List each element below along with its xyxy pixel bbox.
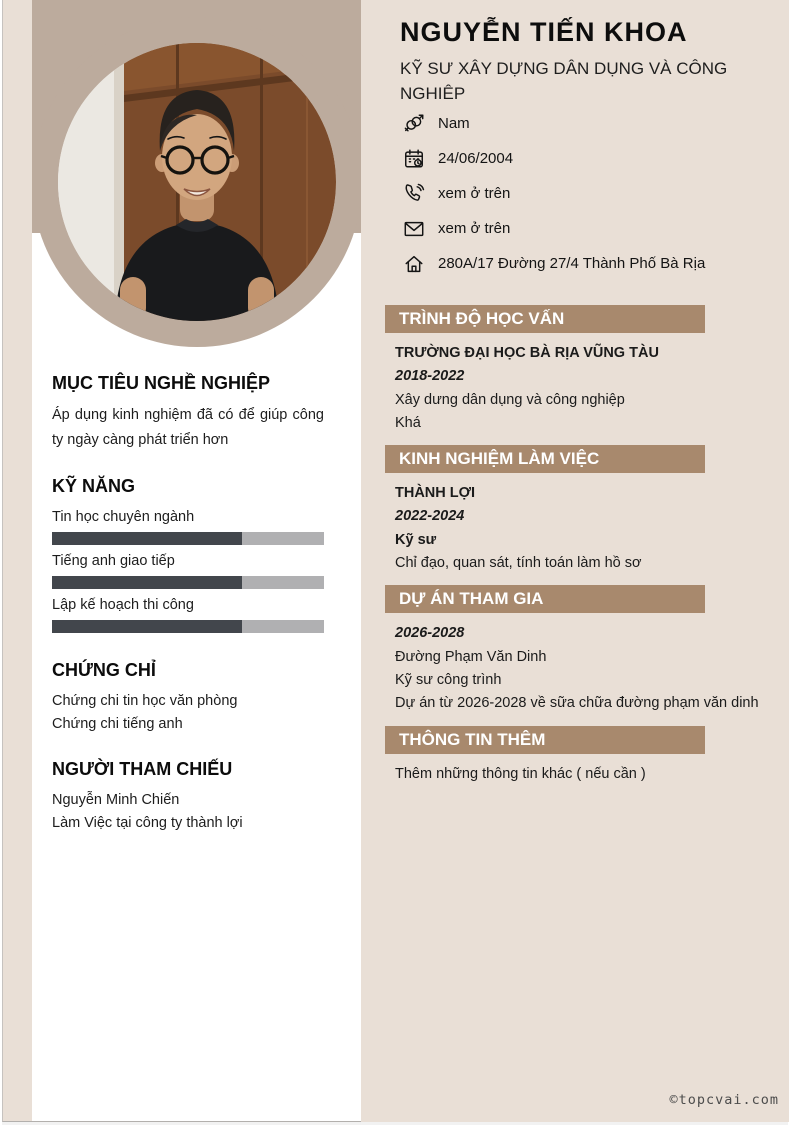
reference-detail: Làm Việc tại công ty thành lợi	[52, 815, 243, 831]
certificate-item: Chứng chi tiếng anh	[52, 716, 183, 732]
skill-item	[52, 551, 324, 589]
skill-bar-track	[52, 532, 324, 545]
contact-row-birthday	[402, 141, 789, 176]
additional-text: Thêm những thông tin khác ( nếu cần )	[395, 765, 646, 782]
experience-description: Chỉ đạo, quan sát, tính toán làm hồ sơ	[395, 555, 642, 572]
skill-bar-fill	[52, 576, 242, 589]
home-icon	[402, 252, 426, 276]
email-value: xem ở trên	[438, 220, 511, 237]
contact-row-email	[402, 211, 789, 246]
experience-period: 2022-2024	[395, 508, 465, 525]
experience-company: THÀNH LỢI	[395, 485, 476, 502]
watermark: ©topcvai.com	[669, 1092, 779, 1108]
objective-text: Áp dụng kinh nghiệm đã có để giúp công ty ngày càng phát triển hơn	[52, 407, 324, 448]
candidate-name: NGUYỄN TIẾN KHOA	[400, 17, 688, 47]
education-period: 2018-2022	[395, 368, 465, 385]
profile-photo-illustration	[58, 43, 336, 321]
email-icon	[402, 217, 426, 241]
project-name: Đường Phạm Văn Dinh	[395, 648, 547, 665]
address-value: 280A/17 Đường 27/4 Thành Phố Bà Rịa	[438, 255, 706, 272]
skill-bar-fill	[52, 532, 242, 545]
certificate-item: Chứng chi tin học văn phòng	[52, 693, 238, 709]
education-body	[395, 342, 759, 435]
skill-item	[52, 507, 324, 545]
section-experience	[361, 445, 789, 575]
reference-name: Nguyễn Minh Chiến	[52, 792, 180, 808]
section-additional	[361, 726, 789, 786]
contact-row-phone	[402, 176, 789, 211]
gender-value: Nam	[438, 115, 470, 132]
additional-body	[395, 763, 759, 786]
projects-body	[395, 622, 759, 715]
skill-bar-track	[52, 576, 324, 589]
experience-heading: KINH NGHIỆM LÀM VIỆC	[385, 445, 705, 473]
education-grade: Khá	[395, 414, 421, 431]
cv-paper	[2, 0, 788, 1122]
main-column	[361, 0, 789, 1122]
skills-list	[52, 507, 324, 633]
project-description: Dự án từ 2026-2028 về sữa chữa đường phạm văn dinh	[395, 695, 759, 712]
skill-item	[52, 595, 324, 633]
profile-photo	[58, 43, 336, 321]
birthday-value: 24/06/2004	[438, 150, 514, 167]
sidebar	[32, 0, 361, 1121]
experience-body	[395, 482, 759, 575]
skills-heading: KỸ NĂNG	[52, 476, 136, 496]
contact-row-address	[402, 246, 789, 281]
calendar-icon	[402, 147, 426, 171]
project-period: 2026-2028	[395, 625, 465, 642]
skill-label: Tin học chuyên ngành	[52, 509, 195, 525]
skill-bar-fill	[52, 620, 242, 633]
education-major: Xây dưng dân dụng và công nghiệp	[395, 391, 625, 408]
references-heading: NGƯỜI THAM CHIẾU	[52, 759, 233, 779]
certificates-heading: CHỨNG CHỈ	[52, 660, 156, 680]
certificates-list	[52, 690, 324, 736]
phone-icon	[402, 182, 426, 206]
skill-label: Lập kế hoạch thi công	[52, 597, 194, 613]
experience-role: Kỹ sư	[395, 531, 437, 548]
projects-heading: DỰ ÁN THAM GIA	[385, 585, 705, 613]
additional-heading: THÔNG TIN THÊM	[385, 726, 705, 754]
sidebar-content	[52, 372, 324, 835]
education-heading: TRÌNH ĐỘ HỌC VẤN	[385, 305, 705, 333]
section-education	[361, 305, 789, 435]
skill-label: Tiếng anh giao tiếp	[52, 553, 175, 569]
education-school: TRƯỜNG ĐẠI HỌC BÀ RỊA VŨNG TÀU	[395, 345, 659, 361]
section-projects	[361, 585, 789, 715]
references-list	[52, 789, 324, 835]
phone-value: xem ở trên	[438, 185, 511, 202]
skill-bar-track	[52, 620, 324, 633]
project-role: Kỹ sư công trình	[395, 671, 502, 688]
candidate-job-title: KỸ SƯ XÂY DỰNG DÂN DỤNG VÀ CÔNG NGHIÊP	[400, 59, 728, 103]
contact-list	[402, 106, 789, 281]
gender-icon	[402, 112, 426, 136]
contact-row-gender	[402, 106, 789, 141]
objective-heading: MỤC TIÊU NGHỀ NGHIỆP	[52, 373, 271, 393]
